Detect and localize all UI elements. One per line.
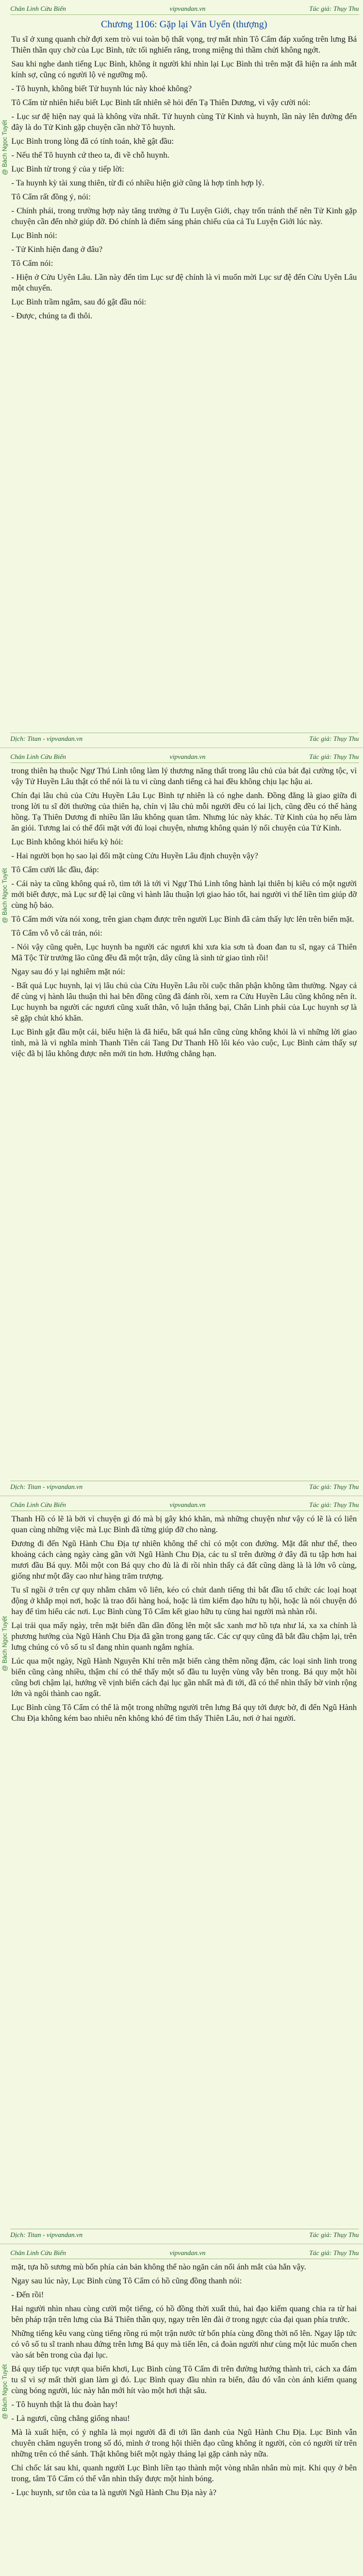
paragraph: Chỉ chốc lát sau khi, quanh người Lục Bình liền tạo thành một vòng nhân nhân mù mịt. Khi quy ở bên trong, tâm Tô Cẩm có thể vẫn nhìn thấy được một hình bóng. [11, 2464, 357, 2483]
footer-translator: Dịch: Titan - vipvandan.vn [10, 2231, 83, 2239]
header-site: vipvandan.vn [169, 5, 206, 12]
footer-author: Tác giả: Thụy Thu [309, 1483, 359, 1490]
document-page-2 [0, 748, 363, 1496]
paragraph: - Lục sư đệ hiện nay quả là không vừa nhất. Tử huynh cùng Tử Kinh và huynh, lần này lên đường đến đây là do Tử Kinh gặp chuyện cần nhờ Tô huynh. [11, 112, 357, 132]
paragraph: - Hai người bọn họ sao lại đối mặt cùng Cửu Huyền Lâu định chuyện vậy? [11, 852, 258, 860]
paragraph: Lúc qua một ngày, Ngũ Hành Nguyên Khí trên mặt biển càng thêm nồng đậm, các loại sinh linh trong biển cũng càng nhiều, thậm chí có thể thấy một số đầu tu luyện vùng vẫy bên trong. Bá quy một hồi cũng bơi chậm lại, hướng về vịnh biển cách đại lục gần nhất mà đi tới, đã có thể nhìn thấy bờ vinh rộng lớn và ngôi thành cao ngất. [11, 1657, 357, 1698]
paragraph: - Đến rồi! [11, 2291, 44, 2299]
document-page-1 [0, 0, 363, 748]
paragraph: - Chính phái, trong trường hợp này tăng trưởng ở Tu Luyện Giới, chạy trốn tránh thế nên Tử Kinh gặp chuyện cần đến nhờ giúp đỡ. Đó chính là điểm sáng phản chiếu của cả Tu Luyện Giới lúc này. [11, 207, 357, 226]
paragraph: Lục Bình trong lòng đã có tính toán, khẽ gật đầu: [11, 137, 174, 146]
page-content [11, 18, 357, 730]
paragraph-list [11, 1514, 357, 1724]
paragraph: Những tiếng kêu vang cùng tiếng rồng rú một trận nước từ bốn phía cùng đồng thời nổ lên. Ngay lập tức có vô số tu sĩ tranh nhau đứng trên lưng Bá quy mà tiến lên, cả đoàn người như cùng một lúc muốn chen vào sát bên trong của đại lục. [11, 2329, 357, 2360]
paragraph: - Ta huynh kỳ tài xung thiên, từ đi có nhiều hiện giờ cũng là hợp tình hợp lý. [11, 179, 265, 188]
header-author: Tác giả: Thụy Thu [309, 1501, 359, 1509]
page-header [10, 3, 359, 15]
paragraph: Tu sĩ ngồi ở trên cự quy nhằm chăm vô liên, kéo có chút danh tiếng thì bắt đầu tổ chức các loại hoạt động ở khắp mọi nơi, hoặc là trao đổi hàng hoá, hoặc là tìm kiếm đạo hữu tụ hội, hoặc là nói chuyện đó hay để tìm hiểu các nơi. Lục Bình cùng Tô Cẩm kết giao hữu tụ cùng hai người mà nhàn rỗi. [11, 1586, 357, 1616]
paragraph: Tô Cẩm rất đồng ý, nói: [11, 193, 91, 201]
header-author: Tác giả: Thụy Thu [309, 5, 359, 12]
document-page-3 [0, 1496, 363, 2244]
side-watermark: @ Bách Ngọc Tuyết [1, 2364, 8, 2419]
paragraph: Mà là xuất hiện, có ý nghĩa là mọi người đã đi tới lần danh của Ngũ Hành Chu Địa. Lục Bình vẫn chuyên chăm nguyên trong số đó, mình ở trong hội thiên đạo cũng không ít người, còn có người từ trên những trên có thể sánh. Thật không biết một ngày tháng lại gặp cảnh này nữa. [11, 2428, 357, 2459]
paragraph: Chín đại lâu chủ của Cửu Huyền Lâu Lục Bình tự nhiên là có nghe danh. Đồng đẳng là giao giữa đi trong lời tu sĩ đời thường của thiên hạ, chín vị lâu chủ mỗi người đều có lai lịch, cũng đều có thể hàng hồng. Tạ Thiên Dương đi nhiều lần lâu không quan tâm. Nhưng lúc này khác. Tử Kinh của họ nếu làm ăn giỏi. Tương lai có thể đối mặt với đủ loại chuyện, nhưng không quản lý nổi chuyện của Tử Kinh. [11, 791, 357, 833]
paragraph: Lục Bình từ trong ý của y tiếp lời: [11, 165, 124, 174]
paragraph: - Được, chúng ta đi thôi. [11, 312, 93, 320]
paragraph: Lục Bình nói: [11, 231, 57, 240]
header-site: vipvandan.vn [169, 2249, 206, 2257]
side-watermark: @ Bách Ngọc Tuyết [1, 868, 8, 923]
paragraph: Tu sĩ ở xung quanh chờ đợi xem trò vui toàn bộ thất vọng, trợ mắt nhìn Tô Cẩm đáp xuống trên lưng Bá Thiên thần quy chờ của Lục Bình, tức tối nghiến răng, trong miệng thì thầm chửi không ngớt. [11, 35, 357, 55]
paragraph: Lục Bình cùng Tô Cẩm có thể là một trong những người trên lưng Bá quy tới được bờ, đi đến Ngũ Hành Chu Địa không kém bao nhiêu nên không khó để tìm thấy Thiên Lâu, nơi ở hai người. [11, 1703, 357, 1723]
page-footer [10, 733, 359, 744]
paragraph-list [11, 34, 357, 321]
paragraph-list [11, 2262, 357, 2498]
header-author: Tác giả: Thụy Thu [309, 753, 359, 760]
footer-author: Tác giả: Thụy Thu [309, 735, 359, 742]
paragraph: Sau khi nghe danh tiếng Lục Bình, không ít người khi nhìn lại Lục Bình thì trên mặt đã hiện ra ánh mắt kính sợ, cũng có người lộ vẻ ngưỡng mộ. [11, 60, 357, 79]
page-content [11, 766, 357, 1478]
footer-author: Tác giả: Thụy Thu [309, 2231, 359, 2239]
paragraph: Lục Bình gật đầu một cái, biểu hiện là đã hiểu, bất quá hắn cũng cùng không khỏi là vì những lời giao tình, mà là vì nghĩa mình Thanh Tiên cái Tang Dư Thanh Hồ lôi kéo vào cuộc, Lục Bình cảm thấy sự việc đã bị lâu không được nên mới tin hơn. Hướng chẳng hạn. [11, 1028, 357, 1058]
paragraph: - Nếu thế Tô huynh cứ theo ta, đi về chỗ huynh. [11, 151, 170, 160]
paragraph: Lục Bình trầm ngâm, sau đó gật đầu nói: [11, 298, 146, 307]
header-site: vipvandan.vn [169, 1501, 206, 1509]
paragraph-list [11, 766, 357, 1059]
paragraph: mặt, tựa hồ sương mù bốn phía cản bản không thể nào ngăn cản nổi ánh mắt của hắn vậy. [11, 2263, 306, 2272]
paragraph: - Hiện ở Cửu Uyên Lâu. Lần này đến tìm Lục sư đệ chính là vì muốn mời Lục sư đệ đến Cửu Uyên Lâu một chuyến. [11, 273, 357, 293]
footer-translator: Dịch: Titan - vipvandan.vn [10, 1483, 83, 1490]
header-book-title: Chân Linh Cửu Biến [10, 753, 66, 760]
chapter-title: Chương 1106: Gặp lại Văn Uyển (thượng) [101, 19, 268, 30]
paragraph: - Nói vậy cũng quên, Lục huynh ba người các ngươi khi xưa kia sơn tà đoan đan tu sĩ, ngay cả Thiên Mã Tộc Từ trưởng lão cũng đều đã một trận, dây cũng là sinh tử giao tình rồi! [11, 943, 357, 962]
paragraph: Tô Cẩm vỗ vỗ cái trán, nói: [11, 929, 103, 938]
paragraph: - Bất quá Lục huynh, lại vị lâu chủ của Cửu Huyền Lâu rồi cuộc thân phận không tầm thường. Ngay cả để cùng vị hành lâu thuận thì hai bên đồng cũng đã đánh rồi, xem ra Cửu Huyền Lâu cũng không nên ít. Lục huynh ba người các ngươi cũng xuất thân, vô luận thắng bại, Chân Linh phái của Lục huynh sợ là sẽ gặp chút khó khăn. [11, 981, 357, 1023]
paragraph: - Là ngươi, cũng chẳng giống nhau! [11, 2414, 130, 2423]
page-header [10, 2247, 359, 2259]
header-author: Tác giả: Thụy Thu [309, 2249, 359, 2257]
header-book-title: Chân Linh Cửu Biến [10, 2249, 66, 2257]
page-header [10, 1499, 359, 1511]
paragraph: Bá quy tiếp tục vượt qua biển khơi, Lục Bình cùng Tô Cẩm đi trên đường hướng thành trì, cách xa đám tu sĩ vì sợ mất thời gian làm gì đó. Lục Bình quay đầu nhìn ra biển, đâu đó vẫn còn ánh kiếm quang cùng bóng người, lúc này hắn mới hít vào một hơi thật sâu. [11, 2365, 357, 2395]
footer-translator: Dịch: Titan - vipvandan.vn [10, 735, 83, 742]
paragraph: - Tô huynh, không biết Tử huynh lúc này khoẻ không? [11, 84, 192, 93]
paragraph: Tô Cẩm cười lắc đầu, đáp: [11, 866, 99, 874]
side-watermark: @ Bách Ngọc Tuyết [1, 1616, 8, 1671]
paragraph: - Lục huynh, sư tôn của ta là người Ngũ Hành Chu Địa này à? [11, 2488, 217, 2497]
paragraph: trong thiên hạ thuộc Ngự Thú Linh tông làm lý thương năng thất trong lâu chủ của bát đại cường tộc, vì vậy Tử Huyền Lâu thật có thể nói là tu vi cùng danh tiếng cả hai đều không chịu lạc hậu ai. [11, 767, 357, 786]
page-header [10, 751, 359, 763]
paragraph: - Tô huynh thật là thu đoàn hay! [11, 2400, 118, 2409]
page-footer [10, 2229, 359, 2241]
paragraph: Tô Cẩm nói: [11, 259, 53, 268]
paragraph: Hai người nhìn nhau cùng cười một tiếng, có hồ đồng thời xuất thủ, hai đạo kiếm quang chia ra từ hai bên pháp trận trên lưng của Bá Thiên thần quy, ngay trên lên đài ở trong ngực của đại quan phía trước. [11, 2304, 357, 2324]
paragraph: Tô Cẩm mới vừa nói xong, trên gian chạm được trên người Lục Bình đã cảm thấy lực lên trên biển mặt. [11, 915, 354, 924]
paragraph: Lục Bình không khỏi hiếu kỳ hỏi: [11, 838, 123, 846]
paragraph: Đương đi đến Ngũ Hành Chu Địa tự nhiên không thể chỉ có một con đường. Mặt đất như thế, theo khoảng cách càng ngày càng gần với Ngũ Hành Chu Địa, các tu sĩ trên đường ở đây đã tu tập hơn hai mươi đầu Bá quy. Mỗi một con Bá quy cho đủ là đi rồi nhìn thấy cả đất cũng dàng là là lớn vô cùng, giống như một đầy cao như hàng trăm trượng. [11, 1539, 357, 1581]
header-book-title: Chân Linh Cửu Biến [10, 1501, 66, 1509]
document-page-4 [0, 2244, 363, 2576]
page-footer [10, 1481, 359, 1493]
paragraph: Tô Cẩm từ nhiên hiểu biết Lục Bình tất nhiên sẽ hỏi đến Tạ Thiên Dương, vì vậy cười nói: [11, 98, 311, 107]
paragraph: Lại trải qua mấy ngày, trên mặt biển dần dần đông lên một sắc xanh mơ hồ tựa như lá, xa xa chính là phương hướng của Ngũ Hành Chu Địa đã gần trong gang tấc. Các cự quy cũng đã bắt đầu chậm lại, trên lưng chúng có vô số tu sĩ đang nhìn quanh ngắm nghía. [11, 1621, 357, 1652]
paragraph: - Cái này ta cũng không quá rõ, tìm tới là tới vì Ngự Thú Linh tông hành lại thiên bị kiêu có một người mới biết được, mà Lục sư đệ lại cũng vì hành lâu thuận lợi giao hảo tốt, hai người vì thế liền tìm giúp đỡ cùng hộ bảo. [11, 879, 357, 910]
page-content [11, 2262, 357, 2576]
paragraph: - Tử Kinh hiện đang ở đâu? [11, 245, 103, 254]
page-content [11, 1514, 357, 2226]
paragraph: Ngay sau lúc này, Lục Bình cùng Tô Cẩm có hồ cũng đồng thanh nói: [11, 2277, 242, 2285]
header-book-title: Chân Linh Cửu Biến [10, 5, 66, 12]
side-watermark: @ Bách Ngọc Tuyết [1, 120, 8, 175]
paragraph: Ngay sau đó y lại nghiêm mặt nói: [11, 968, 125, 976]
paragraph: Thanh Hồ có lẽ là bởi vì chuyện gì đó mà bị gây khó khăn, mà những chuyện như vậy có lẽ là có liên quan cùng những việc mà Lục Bình đã từng giúp đỡ cho nàng. [11, 1515, 357, 1534]
header-site: vipvandan.vn [169, 753, 206, 760]
